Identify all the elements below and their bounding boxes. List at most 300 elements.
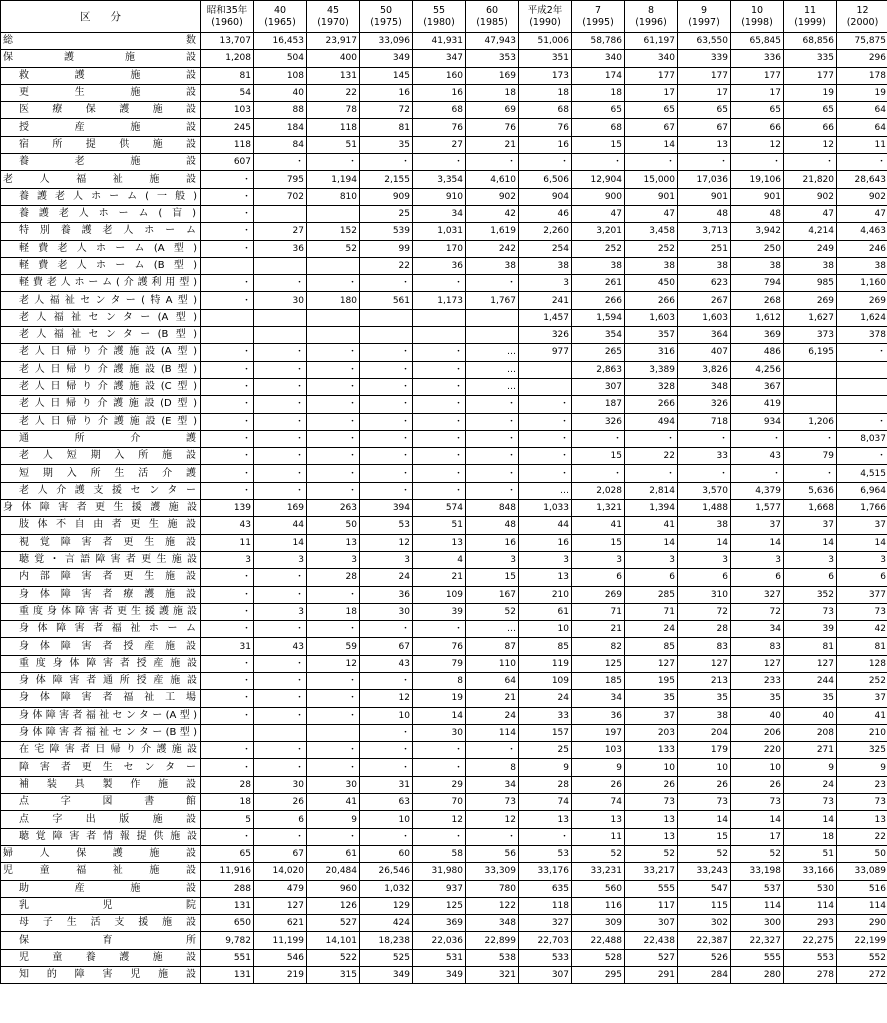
value-cell: 167	[466, 586, 519, 603]
value-cell	[254, 724, 307, 741]
value-cell: 39	[413, 603, 466, 620]
value-cell: 210	[837, 724, 887, 741]
value-cell	[837, 361, 887, 378]
table-row	[1, 638, 887, 655]
value-cell: 4,256	[731, 361, 784, 378]
value-cell: ・	[307, 448, 360, 465]
value-cell: 64	[466, 672, 519, 689]
western-year-label: (1960)	[211, 16, 243, 28]
value-cell: 546	[254, 949, 307, 966]
value-cell: 848	[466, 500, 519, 517]
value-cell: 37	[837, 517, 887, 534]
value-cell: 108	[254, 67, 307, 84]
value-cell: 3	[466, 551, 519, 568]
year-label: 8	[647, 4, 655, 16]
value-cell: 68,856	[784, 33, 837, 50]
value-cell: 42	[466, 205, 519, 222]
value-cell: 114	[731, 897, 784, 914]
row-label: 知的障害児施設	[1, 967, 201, 984]
value-cell: 109	[413, 586, 466, 603]
value-cell: 38	[837, 257, 887, 274]
value-cell: 1,031	[413, 223, 466, 240]
value-cell: 6	[678, 569, 731, 586]
row-label: 保育所	[1, 932, 201, 949]
value-cell: ・	[360, 430, 413, 447]
value-cell: 11	[837, 136, 887, 153]
value-cell: 269	[572, 586, 625, 603]
row-label: 老人福祉センター(A型)	[1, 309, 201, 326]
value-cell: 352	[784, 586, 837, 603]
value-cell: ・	[201, 223, 254, 240]
value-cell: 21	[413, 569, 466, 586]
value-cell: 14	[678, 811, 731, 828]
value-cell: 3,713	[678, 223, 731, 240]
row-label: 老人介護支援センター	[1, 482, 201, 499]
value-cell: 2,155	[360, 171, 413, 188]
year-label: 7	[594, 4, 602, 16]
value-cell: 70	[413, 794, 466, 811]
value-cell: 901	[731, 188, 784, 205]
value-cell: 18	[307, 603, 360, 620]
western-year-label: (1985)	[476, 16, 508, 28]
value-cell: ・	[360, 413, 413, 430]
year-header	[837, 1, 887, 33]
year-header	[307, 1, 360, 33]
value-cell: 17,036	[678, 171, 731, 188]
table-row	[1, 672, 887, 689]
value-cell: ・	[466, 742, 519, 759]
value-cell: 19	[837, 84, 887, 101]
value-cell: 902	[837, 188, 887, 205]
value-cell: 8,037	[837, 430, 887, 447]
value-cell: 63,550	[678, 33, 731, 50]
value-cell: ・	[784, 154, 837, 171]
value-cell: 61	[519, 603, 572, 620]
row-label: 軽費老人ホーム(B型)	[1, 257, 201, 274]
value-cell: ・	[254, 482, 307, 499]
table-row	[1, 517, 887, 534]
value-cell: 33,176	[519, 863, 572, 880]
row-label: 助産施設	[1, 880, 201, 897]
value-cell: 326	[572, 413, 625, 430]
value-cell: ・	[625, 465, 678, 482]
value-cell: 34	[572, 690, 625, 707]
value-cell: 254	[519, 240, 572, 257]
value-cell: 67	[254, 845, 307, 862]
value-cell: …	[466, 344, 519, 361]
value-cell: 58	[413, 845, 466, 862]
value-cell	[360, 309, 413, 326]
value-cell: 67	[678, 119, 731, 136]
value-cell: 76	[466, 119, 519, 136]
table-row	[1, 465, 887, 482]
value-cell: 169	[254, 500, 307, 517]
value-cell: 16,453	[254, 33, 307, 50]
value-cell: 794	[731, 275, 784, 292]
table-row	[1, 724, 887, 741]
value-cell: 516	[837, 880, 887, 897]
year-label: 40	[273, 4, 287, 16]
value-cell: ・	[307, 396, 360, 413]
value-cell: 125	[413, 897, 466, 914]
table-row	[1, 932, 887, 949]
value-cell: 71	[572, 603, 625, 620]
value-cell: 22	[360, 257, 413, 274]
value-cell: ・	[201, 586, 254, 603]
value-cell: 3	[784, 551, 837, 568]
value-cell	[466, 327, 519, 344]
value-cell: 369	[731, 327, 784, 344]
value-cell: 38	[519, 257, 572, 274]
value-cell: 19,106	[731, 171, 784, 188]
value-cell: 12	[413, 811, 466, 828]
year-header	[625, 1, 678, 33]
value-cell: 61,197	[625, 33, 678, 50]
value-cell: 30	[254, 292, 307, 309]
western-year-label: (1990)	[529, 16, 561, 28]
row-label: 老人日帰り介護施設(C型)	[1, 378, 201, 395]
value-cell: 42	[837, 621, 887, 638]
value-cell: 67	[625, 119, 678, 136]
value-cell: 233	[731, 672, 784, 689]
value-cell	[413, 309, 466, 326]
value-cell: 4,214	[784, 223, 837, 240]
value-cell: 204	[678, 724, 731, 741]
value-cell: 8	[413, 672, 466, 689]
value-cell: ・	[201, 448, 254, 465]
value-cell: 206	[731, 724, 784, 741]
value-cell: 114	[784, 897, 837, 914]
value-cell: ・	[360, 448, 413, 465]
value-cell: 551	[201, 949, 254, 966]
value-cell: 14	[784, 534, 837, 551]
value-cell: 118	[307, 119, 360, 136]
value-cell: 335	[784, 50, 837, 67]
row-label: 老人日帰り介護施設(E型)	[1, 413, 201, 430]
value-cell: 288	[201, 880, 254, 897]
value-cell: 122	[466, 897, 519, 914]
table-row	[1, 655, 887, 672]
value-cell	[837, 396, 887, 413]
value-cell: 36	[572, 707, 625, 724]
value-cell: ・	[466, 396, 519, 413]
table-row	[1, 949, 887, 966]
value-cell: 37	[784, 517, 837, 534]
value-cell: 103	[201, 102, 254, 119]
value-cell: 81	[201, 67, 254, 84]
value-cell: 252	[625, 240, 678, 257]
value-cell: 252	[837, 672, 887, 689]
value-cell: 9	[519, 759, 572, 776]
value-cell: 26	[731, 776, 784, 793]
year-header	[678, 1, 731, 33]
value-cell: 14,101	[307, 932, 360, 949]
value-cell	[307, 724, 360, 741]
value-cell: 15	[572, 534, 625, 551]
value-cell: ・	[307, 586, 360, 603]
value-cell: 555	[625, 880, 678, 897]
value-cell: 527	[625, 949, 678, 966]
table-row	[1, 603, 887, 620]
year-label: 11	[803, 4, 817, 16]
value-cell: 9	[837, 759, 887, 776]
value-cell: ・	[254, 759, 307, 776]
table-row	[1, 828, 887, 845]
value-cell: 38	[731, 257, 784, 274]
table-row	[1, 292, 887, 309]
value-cell: 326	[519, 327, 572, 344]
value-cell: 50	[837, 845, 887, 862]
value-cell: ・	[201, 655, 254, 672]
value-cell: 1,206	[784, 413, 837, 430]
value-cell: ・	[201, 828, 254, 845]
value-cell	[466, 309, 519, 326]
value-cell: ・	[572, 430, 625, 447]
value-cell: 3	[307, 551, 360, 568]
value-cell: ・	[201, 378, 254, 395]
value-cell: 38	[466, 257, 519, 274]
value-cell: ・	[307, 621, 360, 638]
value-cell: 3	[254, 603, 307, 620]
value-cell: 65	[784, 102, 837, 119]
value-cell: ・	[201, 759, 254, 776]
value-cell: 252	[572, 240, 625, 257]
value-cell: 28	[678, 621, 731, 638]
value-cell: ・	[466, 465, 519, 482]
value-cell: 39	[784, 621, 837, 638]
value-cell: 5,636	[784, 482, 837, 499]
value-cell: 328	[625, 378, 678, 395]
year-label: 45	[326, 4, 340, 16]
value-cell: 10	[360, 811, 413, 828]
value-cell: 1,603	[678, 309, 731, 326]
value-cell: 1,577	[731, 500, 784, 517]
value-cell: …	[466, 378, 519, 395]
value-cell: 1,612	[731, 309, 784, 326]
value-cell: 2,028	[572, 482, 625, 499]
table-row	[1, 500, 887, 517]
value-cell: 76	[413, 638, 466, 655]
value-cell: 51	[413, 517, 466, 534]
value-cell: ・	[360, 378, 413, 395]
value-cell: 3,354	[413, 171, 466, 188]
row-label: 養護老人ホーム(一般)	[1, 188, 201, 205]
value-cell: 296	[837, 50, 887, 67]
value-cell: 43	[201, 517, 254, 534]
value-cell: 18	[466, 84, 519, 101]
value-cell: 35	[678, 690, 731, 707]
value-cell: 623	[678, 275, 731, 292]
value-cell: ・	[360, 828, 413, 845]
year-label: 昭和35年	[206, 4, 248, 16]
value-cell: 103	[572, 742, 625, 759]
value-cell: 261	[572, 275, 625, 292]
value-cell: 348	[678, 378, 731, 395]
table-row	[1, 448, 887, 465]
value-cell: 985	[784, 275, 837, 292]
value-cell: 10	[519, 621, 572, 638]
value-cell: 340	[572, 50, 625, 67]
value-cell: ・	[307, 275, 360, 292]
table-row	[1, 344, 887, 361]
value-cell: 307	[572, 378, 625, 395]
value-cell: 14	[837, 534, 887, 551]
value-cell: ・	[519, 396, 572, 413]
value-cell: 18	[519, 84, 572, 101]
value-cell: 126	[307, 897, 360, 914]
category-header: 区分	[1, 1, 201, 33]
value-cell: 347	[413, 50, 466, 67]
value-cell: 373	[784, 327, 837, 344]
value-cell: 33,198	[731, 863, 784, 880]
value-cell: ・	[413, 828, 466, 845]
value-cell: 10	[731, 759, 784, 776]
value-cell: 3,570	[678, 482, 731, 499]
value-cell: 169	[466, 67, 519, 84]
value-cell: 245	[201, 119, 254, 136]
value-cell: 16	[519, 534, 572, 551]
value-cell: 268	[731, 292, 784, 309]
value-cell: 307	[625, 915, 678, 932]
value-cell: 41	[307, 794, 360, 811]
value-cell: 65	[572, 102, 625, 119]
value-cell: 251	[678, 240, 731, 257]
value-cell: 1,767	[466, 292, 519, 309]
table-row	[1, 880, 887, 897]
value-cell: 79	[784, 448, 837, 465]
table-row	[1, 551, 887, 568]
row-label: 養老施設	[1, 154, 201, 171]
value-cell: 81	[360, 119, 413, 136]
value-cell: ・	[254, 413, 307, 430]
row-label: 授産施設	[1, 119, 201, 136]
value-cell: 1,619	[466, 223, 519, 240]
value-cell: 278	[784, 967, 837, 984]
value-cell: 53	[519, 845, 572, 862]
value-cell: 26	[572, 776, 625, 793]
value-cell: 291	[625, 967, 678, 984]
value-cell: 28	[307, 569, 360, 586]
row-label: 点字出版施設	[1, 811, 201, 828]
value-cell: ・	[360, 344, 413, 361]
value-cell: 25	[360, 205, 413, 222]
value-cell: 13	[413, 534, 466, 551]
value-cell: 68	[572, 119, 625, 136]
value-cell: 52	[307, 240, 360, 257]
row-label: 通所介護	[1, 430, 201, 447]
value-cell: 26	[254, 794, 307, 811]
value-cell: 125	[572, 655, 625, 672]
value-cell: 41,931	[413, 33, 466, 50]
table-row	[1, 569, 887, 586]
value-cell: ・	[784, 430, 837, 447]
value-cell: 34	[466, 776, 519, 793]
value-cell: 4	[413, 551, 466, 568]
value-cell: 12	[360, 690, 413, 707]
value-cell	[519, 361, 572, 378]
year-header	[201, 1, 254, 33]
value-cell: ・	[519, 828, 572, 845]
value-cell: 3,942	[731, 223, 784, 240]
value-cell	[254, 309, 307, 326]
table-row	[1, 430, 887, 447]
value-cell: ・	[572, 465, 625, 482]
value-cell: ・	[201, 171, 254, 188]
value-cell: ・	[254, 378, 307, 395]
value-cell: 3	[519, 275, 572, 292]
value-cell: 555	[731, 949, 784, 966]
value-cell: 528	[572, 949, 625, 966]
value-cell: 71	[625, 603, 678, 620]
row-label: 障害者更生センター	[1, 759, 201, 776]
value-cell: 28	[519, 776, 572, 793]
row-label: 老人福祉施設	[1, 171, 201, 188]
value-cell: 250	[731, 240, 784, 257]
value-cell: 179	[678, 742, 731, 759]
table-row	[1, 967, 887, 984]
value-cell: 85	[625, 638, 678, 655]
value-cell: ・	[201, 707, 254, 724]
value-cell: ・	[201, 621, 254, 638]
value-cell: 66	[784, 119, 837, 136]
table-row	[1, 863, 887, 880]
value-cell: ・	[201, 569, 254, 586]
year-header	[572, 1, 625, 33]
year-header	[360, 1, 413, 33]
value-cell: 5	[201, 811, 254, 828]
value-cell	[307, 205, 360, 222]
value-cell: 44	[519, 517, 572, 534]
value-cell: 3	[625, 551, 678, 568]
value-cell: 88	[254, 102, 307, 119]
value-cell: ・	[678, 465, 731, 482]
value-cell: 73	[625, 794, 678, 811]
value-cell: 15	[572, 136, 625, 153]
value-cell: 13	[572, 811, 625, 828]
value-cell: 424	[360, 915, 413, 932]
row-label: 聴覚障害者情報提供施設	[1, 828, 201, 845]
value-cell: ・	[254, 569, 307, 586]
value-cell: 22,327	[731, 932, 784, 949]
value-cell: 795	[254, 171, 307, 188]
value-cell: 10	[360, 707, 413, 724]
value-cell: 394	[360, 500, 413, 517]
row-label: 身体障害者福祉ホーム	[1, 621, 201, 638]
value-cell: 2,814	[625, 482, 678, 499]
value-cell: 17	[731, 828, 784, 845]
value-cell: 419	[731, 396, 784, 413]
value-cell: 15	[678, 828, 731, 845]
value-cell: 16	[360, 84, 413, 101]
table-row	[1, 759, 887, 776]
value-cell: 54	[201, 84, 254, 101]
value-cell: ・	[201, 672, 254, 689]
header-row	[1, 1, 887, 33]
value-cell: 702	[254, 188, 307, 205]
value-cell: ・	[466, 154, 519, 171]
value-cell: 13	[625, 828, 678, 845]
table-row	[1, 378, 887, 395]
value-cell: ・	[466, 275, 519, 292]
value-cell: 13	[837, 811, 887, 828]
table-row	[1, 915, 887, 932]
value-cell: 269	[837, 292, 887, 309]
value-cell: 11,199	[254, 932, 307, 949]
value-cell: 84	[254, 136, 307, 153]
western-year-label: (1970)	[317, 16, 349, 28]
value-cell: ・	[360, 724, 413, 741]
value-cell: 52	[466, 603, 519, 620]
